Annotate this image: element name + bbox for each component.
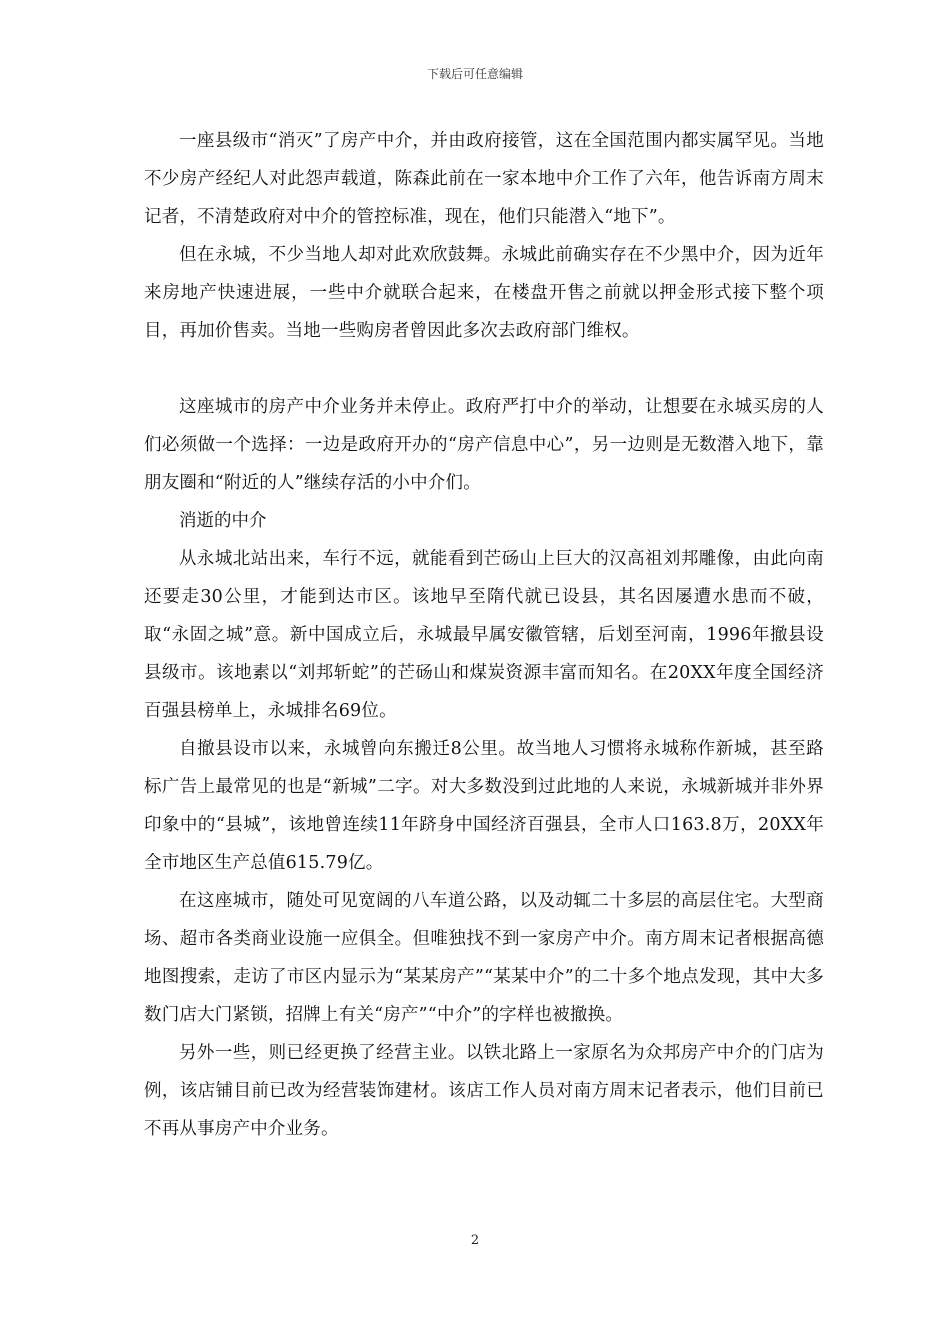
section-heading: 消逝的中介 — [179, 511, 267, 531]
page-header-note: 下载后可任意编辑 — [426, 67, 523, 81]
paragraph-3: 这座城市的房产中介业务并未停止。政府严打中介的举动，让想要在永城买房的人们必须做一个选择：一边是政府开办的“房产信息中心”，另一边则是无数潜入地下，靠朋友圈和“附近的人”继续存活的小中介们。 — [144, 397, 824, 493]
section-paragraph-3: 在这座城市，随处可见宽阔的八车道公路，以及动辄二十多层的高层住宅。大型商场、超市各类商业设施一应俱全。但唯独找不到一家房产中介。南方周末记者根据高德地图搜索，走访了市区内显示为“某某房产”“某某中介”的二十多个地点发现，其中大多数门店大门紧锁，招牌上有关“房产”“中介”的字样也被撤换。 — [144, 891, 824, 1025]
paragraph-2: 但在永城，不少当地人却对此欢欣鼓舞。永城此前确实存在不少黑中介，因为近年来房地产快速进展，一些中介就联合起来，在楼盘开售之前就以押金形式接下整个项目，再加价售卖。当地一些购房者曾因此多次去政府部门维权。 — [144, 245, 824, 341]
section-paragraph-4: 另外一些，则已经更换了经营主业。以铁北路上一家原名为众邦房产中介的门店为例，该店铺目前已改为经营装饰建材。该店工作人员对南方周末记者表示，他们目前已不再从事房产中介业务。 — [144, 1043, 824, 1139]
section-paragraph-2: 自撤县设市以来，永城曾向东搬迁8公里。故当地人习惯将永城称作新城，甚至路标广告上最常见的也是“新城”二字。对大多数没到过此地的人来说，永城新城并非外界印象中的“县城”，该地曾连续11年跻身中国经济百强县，全市人口163.8万，20XX年全市地区生产总值615.79亿。 — [144, 739, 824, 873]
paragraph-1: 一座县级市“消灭”了房产中介，并由政府接管，这在全国范围内都实属罕见。当地不少房产经纪人对此怨声载道，陈森此前在一家本地中介工作了六年，他告诉南方周末记者，不清楚政府对中介的管控标准，现在，他们只能潜入“地下”。 — [144, 131, 824, 227]
page-number: 2 — [470, 1233, 480, 1248]
section-paragraph-1: 从永城北站出来，车行不远，就能看到芒砀山上巨大的汉高祖刘邦雕像，由此向南还要走30公里，才能到达市区。该地早至隋代就已设县，其名因屡遭水患而不破，取“永固之城”意。新中国成立后，永城最早属安徽管辖，后划至河南，1996年撤县设县级市。该地素以“刘邦斩蛇”的芒砀山和煤炭资源丰富而知名。在20XX年度全国经济百强县榜单上，永城排名69位。 — [144, 549, 824, 721]
document-body — [144, 122, 824, 1148]
